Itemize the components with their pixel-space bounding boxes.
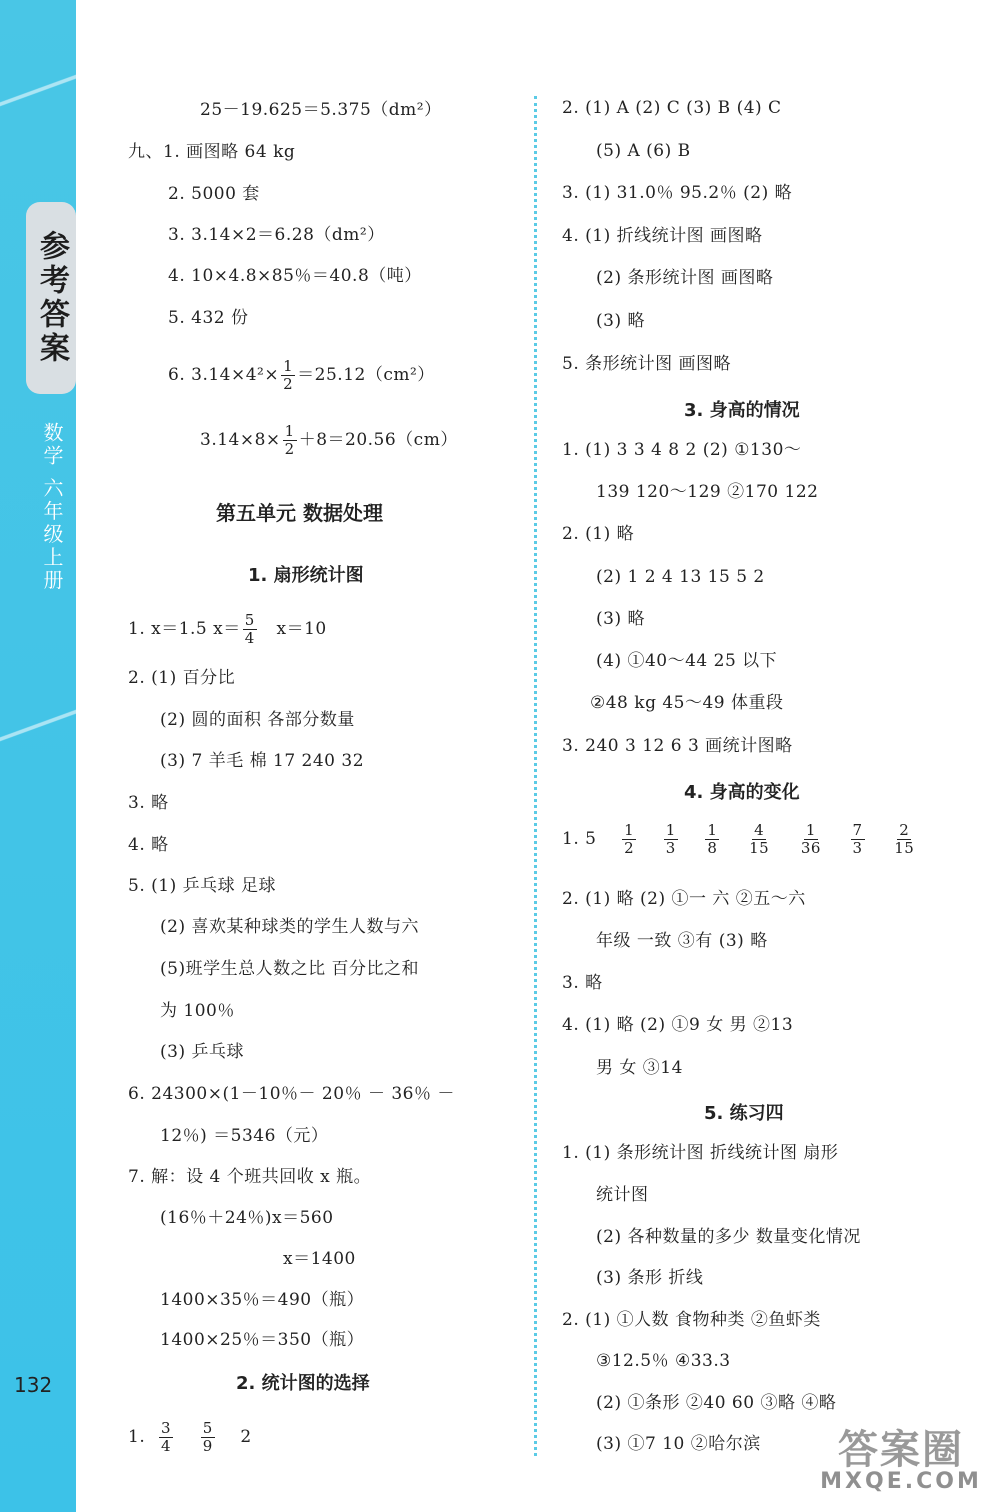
answer-line: (2) 圆的面积 各部分数量 <box>160 710 355 730</box>
answer-line: (2) 条形统计图 画图略 <box>596 268 774 288</box>
fraction: $\frac{1}{36}$ <box>800 821 821 857</box>
answer-line: 1. (1) 条形统计图 折线统计图 扇形 <box>562 1143 839 1163</box>
fraction: $\frac{1}{2}$ <box>283 357 294 393</box>
answer-line: 2. (1) A (2) C (3) B (4) C <box>562 98 782 118</box>
answer-line: 25－19.625＝5.375（dm²） <box>200 100 442 120</box>
answer-line: 九、1. 画图略 64 kg <box>128 142 296 162</box>
sidebar-band <box>0 0 76 1512</box>
answer-line <box>562 822 918 857</box>
answer-line: 2. 5000 套 <box>168 184 260 204</box>
answer-line: 5. 432 份 <box>168 308 249 328</box>
answer-line: (2) 各种数量的多少 数量变化情况 <box>596 1227 861 1247</box>
expression-part: x＝10 <box>276 619 327 639</box>
answer-line: (3) 略 <box>596 609 645 629</box>
fraction: $\frac{1}{3}$ <box>665 821 676 857</box>
answer-line: 3. 240 3 12 6 3 画统计图略 <box>562 736 793 756</box>
unit-heading: 第五单元 数据处理 <box>216 501 383 525</box>
answer-line: 1400×35％＝490（瓶） <box>160 1290 365 1310</box>
answer-line: 2. (1) ①人数 食物种类 ②鱼虾类 <box>562 1310 821 1330</box>
sidebar-decoration <box>0 690 76 760</box>
fraction: $\frac{4}{15}$ <box>749 821 770 857</box>
answer-line: (3) 条形 折线 <box>596 1268 704 1288</box>
answer-line: 4. 10×4.8×85％＝40.8（吨） <box>168 266 422 286</box>
answer-key-tab: 参考答案 <box>26 202 76 394</box>
answer-line: (4) ①40～44 25 以下 <box>596 651 778 671</box>
expression-part: ＋8＝20.56（cm） <box>298 430 458 450</box>
answer-line <box>168 358 435 393</box>
answer-line: ③12.5％ ④33.3 <box>596 1351 731 1371</box>
subject-grade-label: 数学 六年级上册 <box>40 422 64 593</box>
answer-line: x＝1400 <box>283 1249 356 1269</box>
answer-line: (16％＋24％)x＝560 <box>160 1208 334 1228</box>
answer-line <box>128 612 327 647</box>
answer-line <box>128 1420 252 1455</box>
expression-part: 6. 3.14×4²× <box>168 365 280 385</box>
answer-line: (5)班学生总人数之比 百分比之和 <box>160 959 419 979</box>
section-heading: 3. 身高的情况 <box>684 400 800 421</box>
fraction: $\frac{5}{9}$ <box>202 1419 213 1455</box>
answer-line: (2) 1 2 4 13 15 5 2 <box>596 567 765 587</box>
answer-line: 6. 24300×(1－10％－ 20％ － 36％ － <box>128 1084 455 1104</box>
question-number: 1. <box>128 1427 146 1447</box>
answer-line: ②48 kg 45～49 体重段 <box>590 693 784 713</box>
answer-line: 为 100％ <box>160 1001 235 1021</box>
answer-line: 12％) ＝5346（元） <box>160 1126 329 1146</box>
answer-value: 2 <box>240 1427 252 1447</box>
answer-line: 3. 略 <box>562 973 603 993</box>
fraction: $\frac{3}{4}$ <box>161 1419 172 1455</box>
fraction: $\frac{7}{3}$ <box>852 821 863 857</box>
answer-line: (3) 略 <box>596 311 645 331</box>
answer-line: (3) 乒乓球 <box>160 1042 244 1062</box>
answer-line: 男 女 ③14 <box>596 1058 683 1078</box>
answer-line: 统计图 <box>596 1185 649 1205</box>
expression-part: 1. x＝1.5 x＝ <box>128 619 241 639</box>
answer-line: 3. 略 <box>128 793 169 813</box>
answer-line: 2. (1) 百分比 <box>128 668 236 688</box>
site-watermark: 答案圈 MXQE.COM <box>820 1427 982 1494</box>
answer-line: 4. (1) 略 (2) ①9 女 男 ②13 <box>562 1015 794 1035</box>
answer-line: 3. 3.14×2＝6.28（dm²） <box>168 225 385 245</box>
column-divider <box>534 96 537 1456</box>
answer-line: (2) ①条形 ②40 60 ③略 ④略 <box>596 1393 837 1413</box>
answer-line: (5) A (6) B <box>596 141 691 161</box>
fraction: $\frac{1}{8}$ <box>707 821 718 857</box>
section-heading: 2. 统计图的选择 <box>236 1373 370 1394</box>
answer-line: (3) 7 羊毛 棉 17 240 32 <box>160 751 365 771</box>
answer-line: 3. (1) 31.0％ 95.2％ (2) 略 <box>562 183 793 203</box>
page-number: 132 <box>14 1373 53 1397</box>
question-number: 1. 5 <box>562 829 597 849</box>
expression-part: ＝25.12（cm²） <box>297 365 435 385</box>
answer-line: (2) 喜欢某种球类的学生人数与六 <box>160 917 419 937</box>
answer-line: 7. 解：设 4 个班共回收 x 瓶。 <box>128 1167 372 1187</box>
answer-line: 5. (1) 乒乓球 足球 <box>128 876 277 896</box>
answer-line: 1. (1) 3 3 4 8 2 (2) ①130～ <box>562 440 802 460</box>
answer-line: 4. (1) 折线统计图 画图略 <box>562 226 763 246</box>
answer-line <box>200 423 458 458</box>
answer-line: 2. (1) 略 (2) ①一 六 ②五～六 <box>562 889 806 909</box>
section-heading: 5. 练习四 <box>704 1103 784 1124</box>
answer-line: 1400×25％＝350（瓶） <box>160 1330 365 1350</box>
answer-line: (3) ①7 10 ②哈尔滨 <box>596 1434 761 1454</box>
section-heading: 4. 身高的变化 <box>684 782 800 803</box>
section-heading: 1. 扇形统计图 <box>248 565 364 586</box>
answer-line: 139 120～129 ②170 122 <box>596 482 819 502</box>
expression-part: 3.14×8× <box>200 430 281 450</box>
fraction: $\frac{1}{2}$ <box>624 821 635 857</box>
fraction: $\frac{5}{4}$ <box>244 611 255 647</box>
answer-line: 年级 一致 ③有 (3) 略 <box>596 931 768 951</box>
answer-line: 2. (1) 略 <box>562 524 635 544</box>
answer-line: 5. 条形统计图 画图略 <box>562 354 732 374</box>
answer-line: 4. 略 <box>128 835 169 855</box>
fraction: $\frac{2}{15}$ <box>894 821 915 857</box>
sidebar-decoration <box>0 55 76 125</box>
fraction: $\frac{1}{2}$ <box>284 422 295 458</box>
